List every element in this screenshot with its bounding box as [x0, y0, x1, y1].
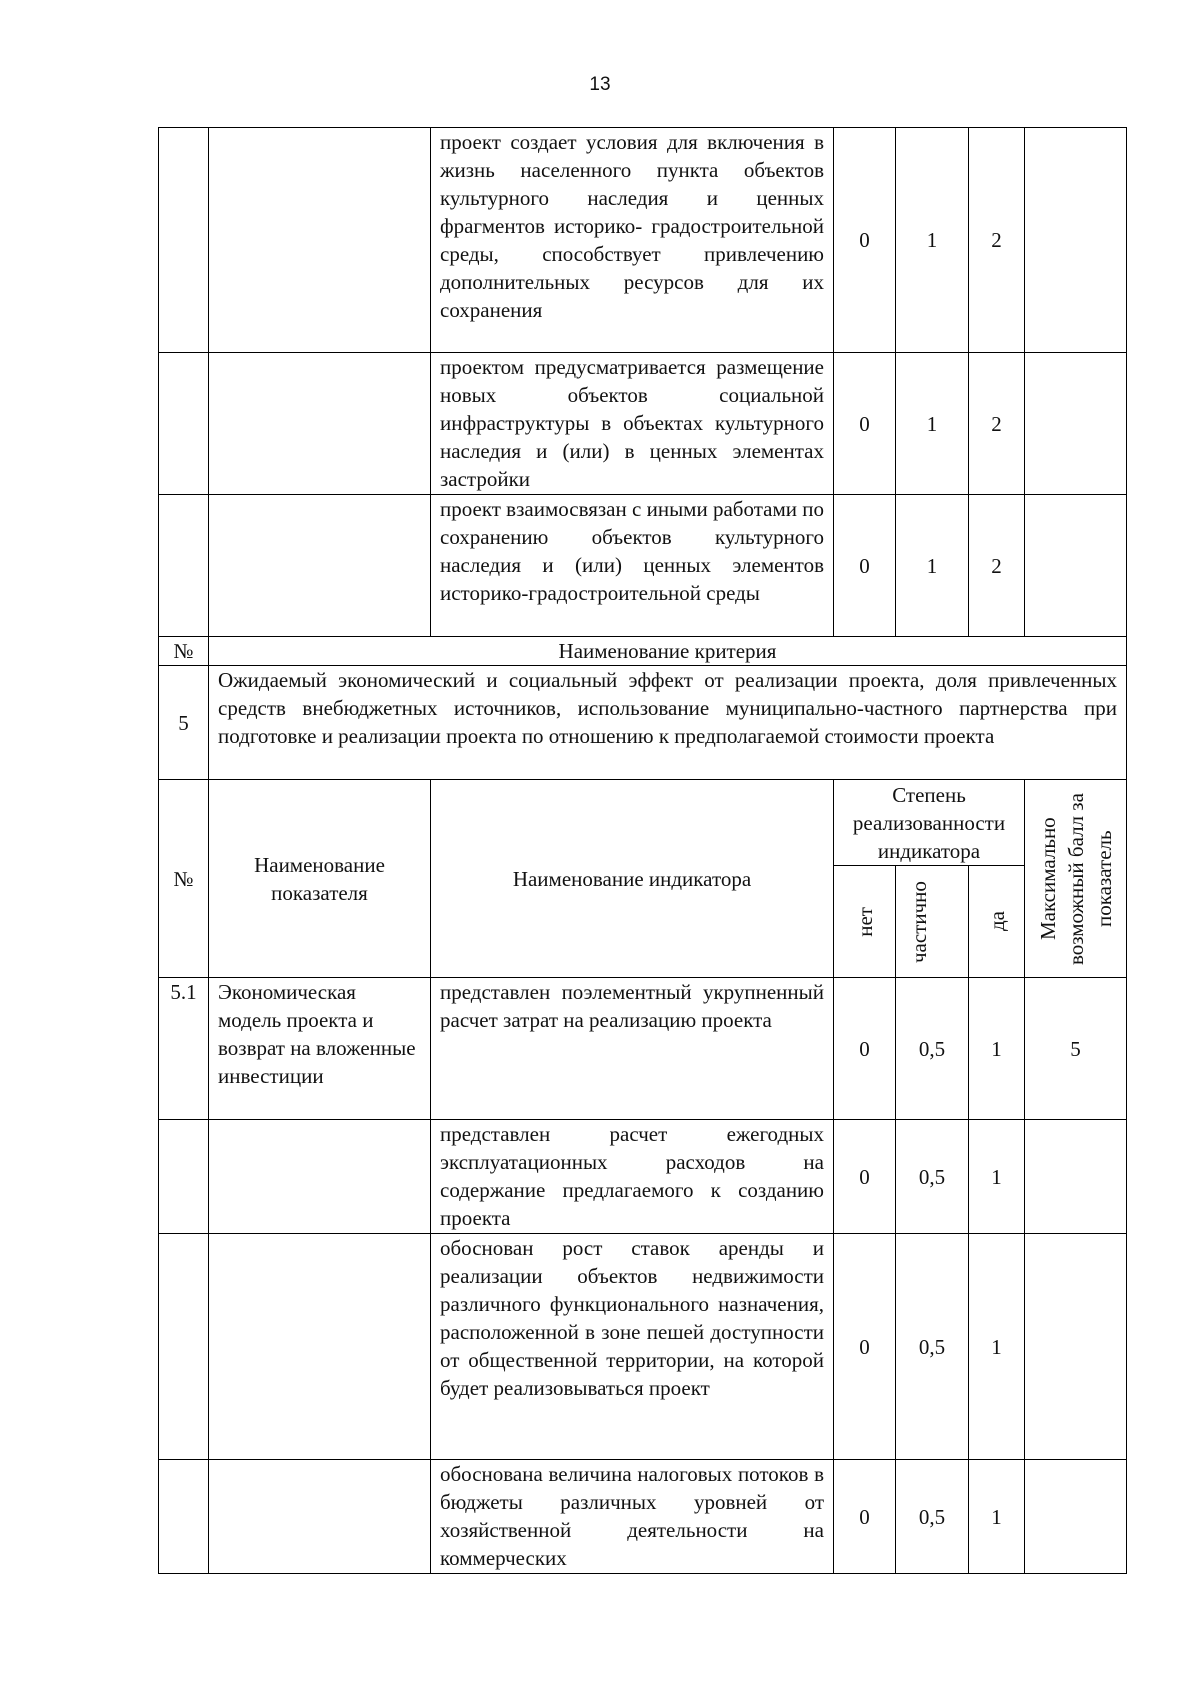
score-no: 0	[834, 978, 896, 1120]
header-max-score	[1025, 780, 1127, 978]
header-degree: Степень реализованности индикатора	[834, 780, 1025, 866]
indicator-cell: проект создает условия для включения в жизнь населенного пункта объектов культурного наследия и ценных фрагментов историко- градостроительной среды, способствует привлечению дополнительных ресурсов для их сохранения	[431, 128, 834, 353]
indicator-name-cell	[209, 1460, 431, 1574]
header-max-score-text: Максимально возможный балл за показатель	[1035, 792, 1116, 965]
row-number-cell	[159, 495, 209, 637]
header-max-score-wrap	[1034, 789, 1117, 969]
score-yes: 2	[969, 353, 1025, 495]
row-number-cell	[159, 353, 209, 495]
header-no	[834, 866, 896, 978]
max-score-cell	[1025, 128, 1127, 353]
indicator-cell: обоснован рост ставок аренды и реализации объектов недвижимости различного функционального назначения, расположенной в зоне пешей доступности от общественной территории, на которой будет реализовываться проект	[431, 1234, 834, 1460]
criteria-table	[158, 127, 1127, 1574]
header-partial-wrap	[905, 868, 959, 976]
score-partial: 1	[896, 495, 969, 637]
score-partial: 1	[896, 128, 969, 353]
row-number-cell	[159, 1120, 209, 1234]
score-no: 0	[834, 1120, 896, 1234]
score-yes: 1	[969, 1234, 1025, 1460]
table-row	[159, 353, 1127, 495]
row-number-cell	[159, 1460, 209, 1574]
score-yes: 2	[969, 495, 1025, 637]
indicator-name-cell	[209, 1120, 431, 1234]
header-partial-text: частично	[907, 880, 931, 963]
table-row	[159, 1460, 1127, 1574]
table-row	[159, 978, 1127, 1120]
header-yes-wrap	[978, 868, 1015, 976]
score-yes: 2	[969, 128, 1025, 353]
header-indicator: Наименование индикатора	[431, 780, 834, 978]
row-number-cell	[159, 128, 209, 353]
indicator-cell: обоснована величина налоговых потоков в бюджеты различных уровней от хозяйственной деятельности на коммерческих	[431, 1460, 834, 1574]
max-score-cell	[1025, 1120, 1127, 1234]
score-partial: 0,5	[896, 1120, 969, 1234]
header-yes	[969, 866, 1025, 978]
score-yes: 1	[969, 978, 1025, 1120]
indicator-name-cell	[209, 128, 431, 353]
indicator-name-cell	[209, 353, 431, 495]
score-no: 0	[834, 495, 896, 637]
header-indicator-name: Наименование показателя	[209, 780, 431, 978]
score-partial: 1	[896, 353, 969, 495]
header-number: №	[159, 780, 209, 978]
score-no: 0	[834, 128, 896, 353]
table-row	[159, 1120, 1127, 1234]
row-number-cell: 5.1	[159, 978, 209, 1120]
criterion-header-row	[159, 637, 1127, 666]
header-no-text: нет	[852, 906, 877, 937]
score-no: 0	[834, 1460, 896, 1574]
max-score-cell	[1025, 353, 1127, 495]
table-row	[159, 1234, 1127, 1460]
indicator-cell: проектом предусматривается размещение новых объектов социальной инфраструктуры в объектах культурного наследия и (или) в ценных элементах застройки	[431, 353, 834, 495]
score-yes: 1	[969, 1460, 1025, 1574]
table-row	[159, 495, 1127, 637]
max-score-cell	[1025, 1460, 1127, 1574]
header-partial	[896, 866, 969, 978]
score-no: 0	[834, 1234, 896, 1460]
score-no: 0	[834, 353, 896, 495]
header-no-wrap	[843, 868, 886, 976]
criterion-number-header: №	[159, 637, 209, 666]
indicator-name-cell: Экономическая модель проекта и возврат на вложенные инвестиции	[209, 978, 431, 1120]
criterion-number: 5	[159, 666, 209, 780]
indicator-cell: представлен расчет ежегодных эксплуатационных расходов на содержание предлагаемого к созданию проекта	[431, 1120, 834, 1234]
indicator-name-cell	[209, 1234, 431, 1460]
page-number: 13	[589, 74, 611, 95]
table-row	[159, 128, 1127, 353]
criterion-name-header: Наименование критерия	[209, 637, 1127, 666]
indicator-cell: представлен поэлементный укрупненный расчет затрат на реализацию проекта	[431, 978, 834, 1120]
max-score-cell	[1025, 495, 1127, 637]
header-yes-text: да	[984, 911, 1009, 932]
indicator-name-cell	[209, 495, 431, 637]
row-number-cell	[159, 1234, 209, 1460]
score-partial: 0,5	[896, 1234, 969, 1460]
header-row	[159, 780, 1127, 866]
criterion-text: Ожидаемый экономический и социальный эффект от реализации проекта, доля привлеченных средств внебюджетных источников, использование муниципально-частного партнерства при подготовке и реализации проекта по отношению к предполагаемой стоимости проекта	[209, 666, 1127, 780]
score-partial: 0,5	[896, 1460, 969, 1574]
max-score-cell	[1025, 1234, 1127, 1460]
criterion-row	[159, 666, 1127, 780]
indicator-cell: проект взаимосвязан с иными работами по сохранению объектов культурного наследия и (или) ценных элементов историко-градостроительной среды	[431, 495, 834, 637]
score-yes: 1	[969, 1120, 1025, 1234]
max-score-cell: 5	[1025, 978, 1127, 1120]
score-partial: 0,5	[896, 978, 969, 1120]
